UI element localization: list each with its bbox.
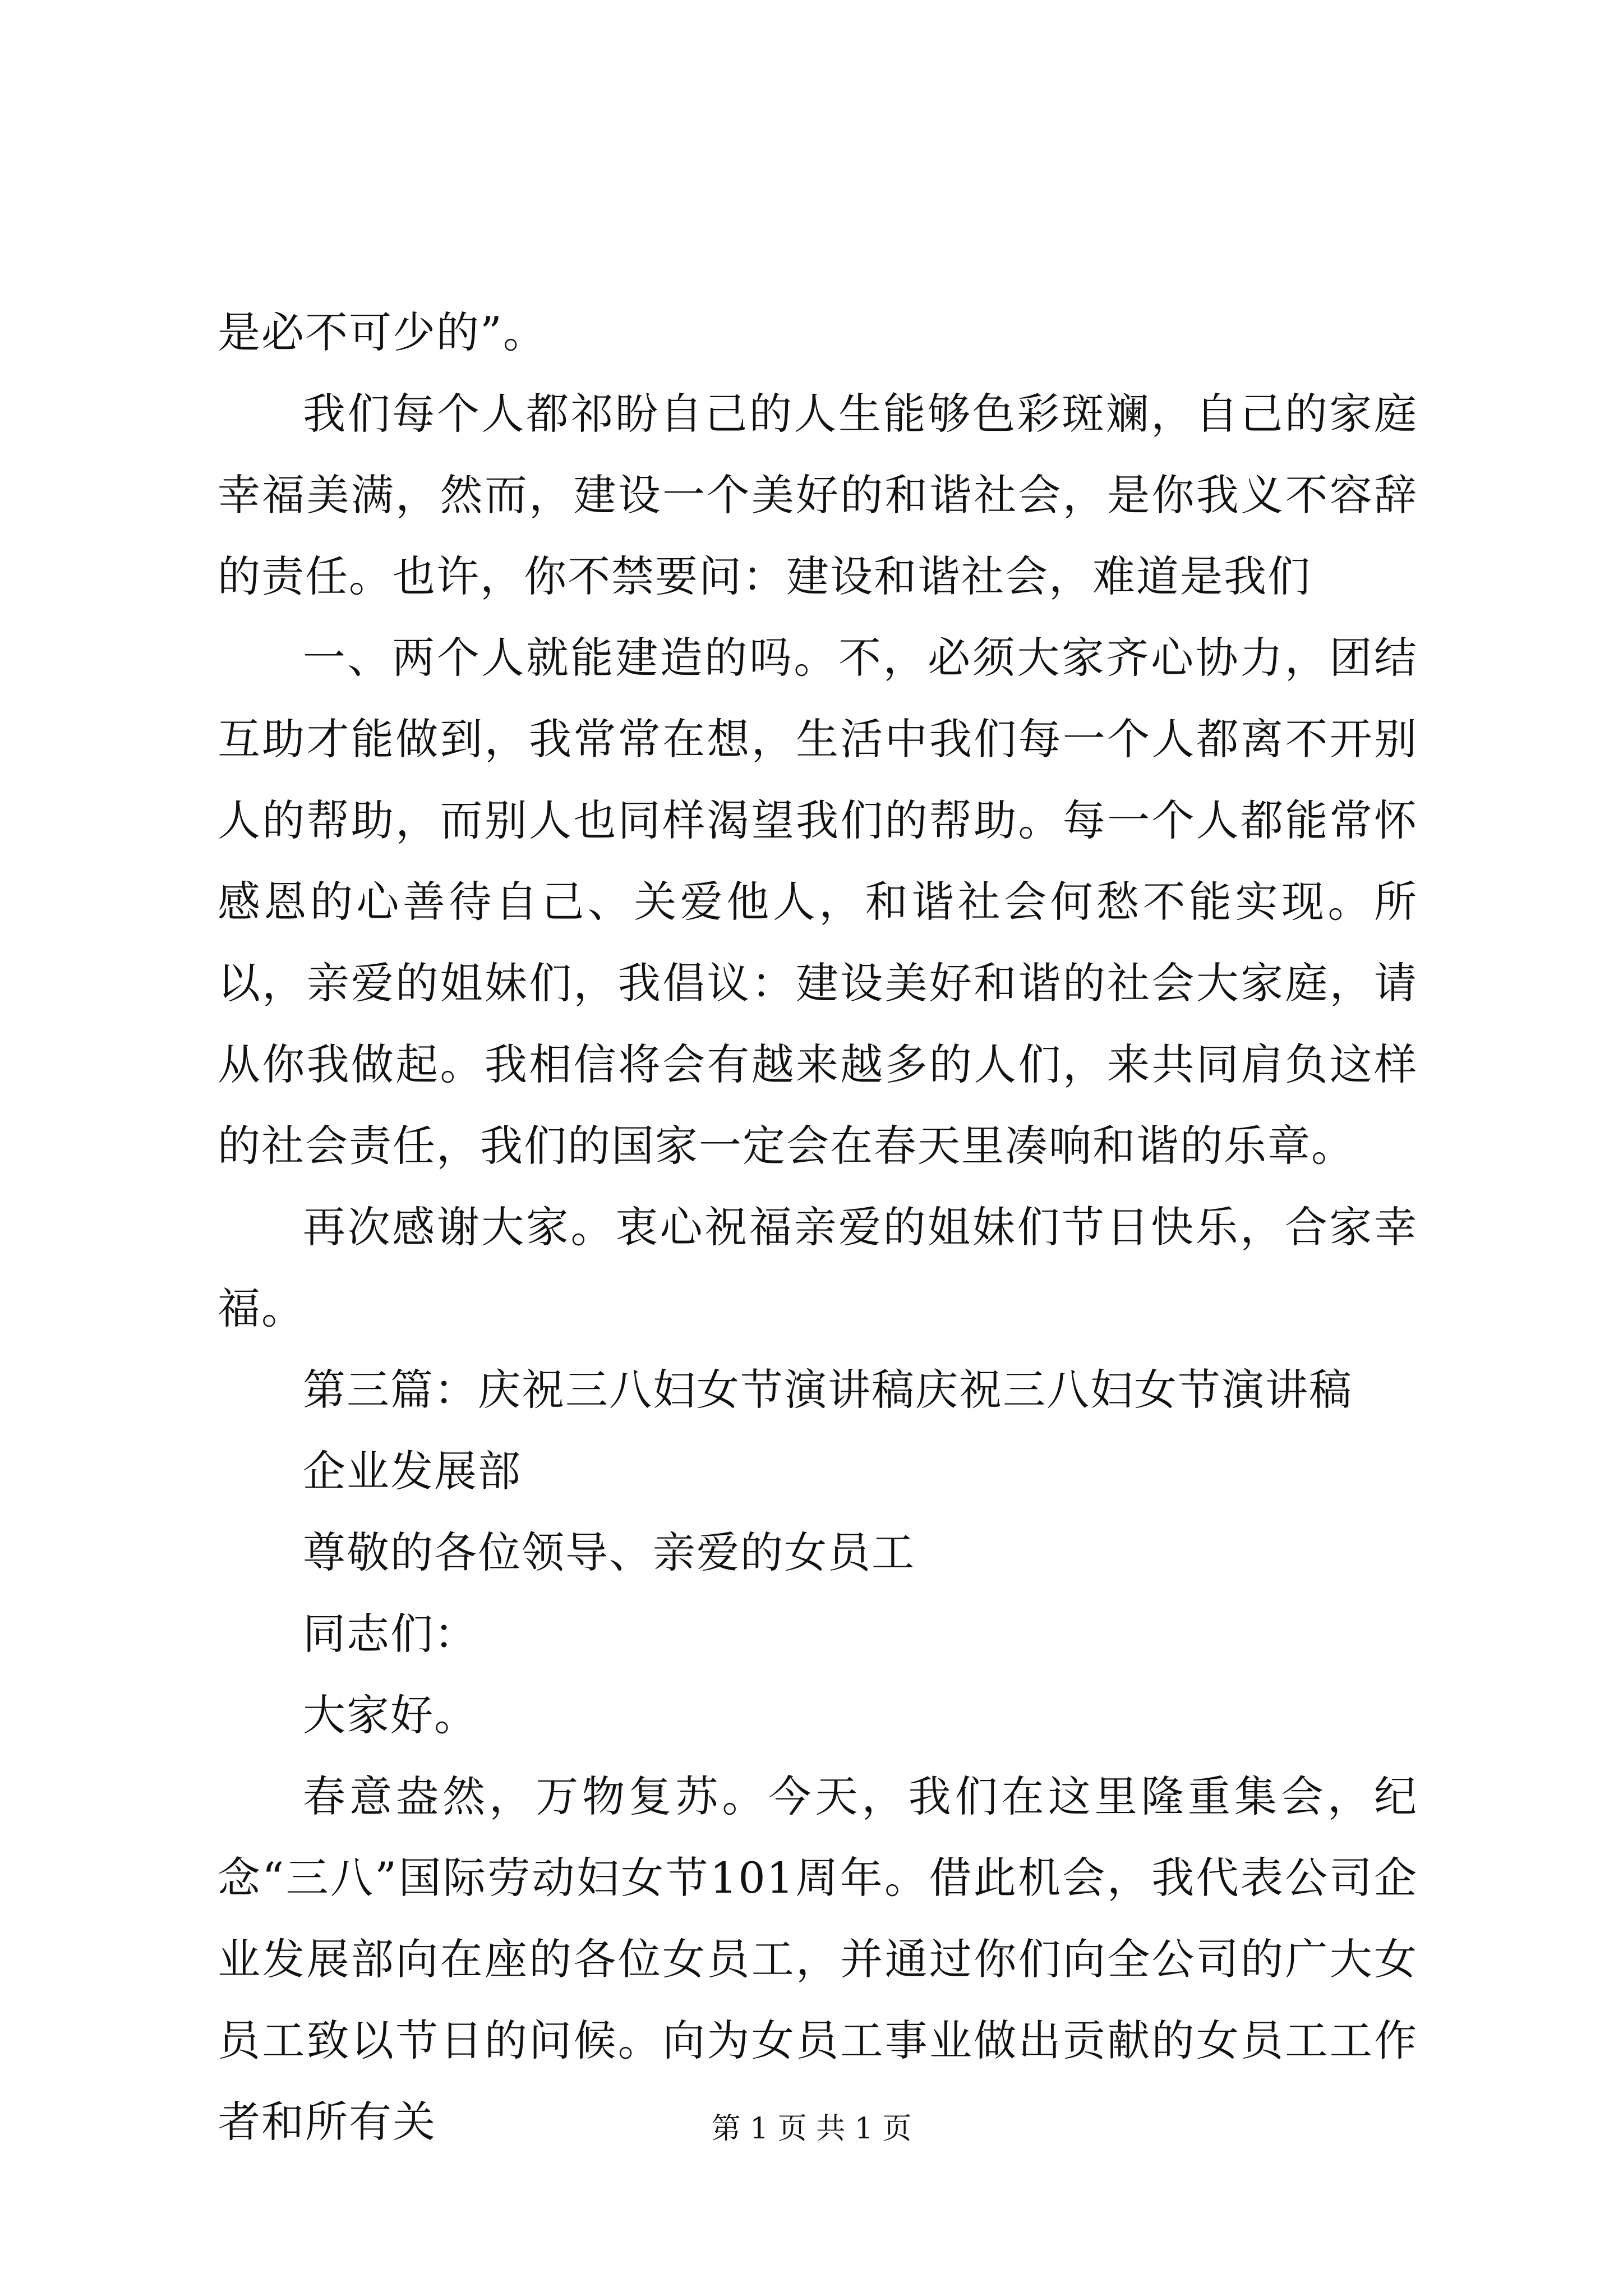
page-footer: 第 1 页 共 1 页 <box>711 2112 912 2146</box>
paragraph-proposal: 一、两个人就能建造的吗。不，必须大家齐心协力，团结互助才能做到，我常常在想，生活中我们每一个人都离不开别人的帮助，而别人也同样渴望我们的帮助。每一个人都能常怀感恩的心善待自己、关爱他人，和谐社会何愁不能实现。所以，亲爱的姐妹们，我倡议：建设美好和谐的社会大家庭，请从你我做起。我相信将会有越来越多的人们，来共同肩负这样的社会责任，我们的国家一定会在春天里凑响和谐的乐章。 <box>218 633 1418 1171</box>
salutation-line-1: 尊敬的各位领导、亲爱的女员工 <box>303 1527 915 1577</box>
paragraph-hopes: 我们每个人都祁盼自己的人生能够色彩斑斓，自己的家庭幸福美满，然而，建设一个美好的和谐社会，是你我义不容辞的责任。也许，你不禁要问：建设和谐社会，难道是我们 <box>218 389 1418 601</box>
paragraph-continuation: 是必不可少的”。 <box>218 307 547 357</box>
salutation-line-2: 同志们： <box>303 1609 478 1659</box>
paragraph-opening: 春意盎然，万物复苏。今天，我们在这里隆重集会，纪念“三八”国际劳动妇女节101周年。借此机会，我代表公司企业发展部向在座的各位女员工，并通过你们向全公司的广大女员工致以节日的问候。向为女员工事业做出贡献的女员工工作者和所有关 <box>218 1772 1418 2147</box>
document-body <box>218 292 1418 2162</box>
department-name: 企业发展部 <box>303 1446 522 1496</box>
greeting: 大家好。 <box>303 1690 478 1740</box>
paragraph-thanks: 再次感谢大家。衷心祝福亲爱的姐妹们节日快乐，合家幸福。 <box>218 1202 1418 1333</box>
section-heading: 第三篇：庆祝三八妇女节演讲稿庆祝三八妇女节演讲稿 <box>303 1365 1353 1415</box>
